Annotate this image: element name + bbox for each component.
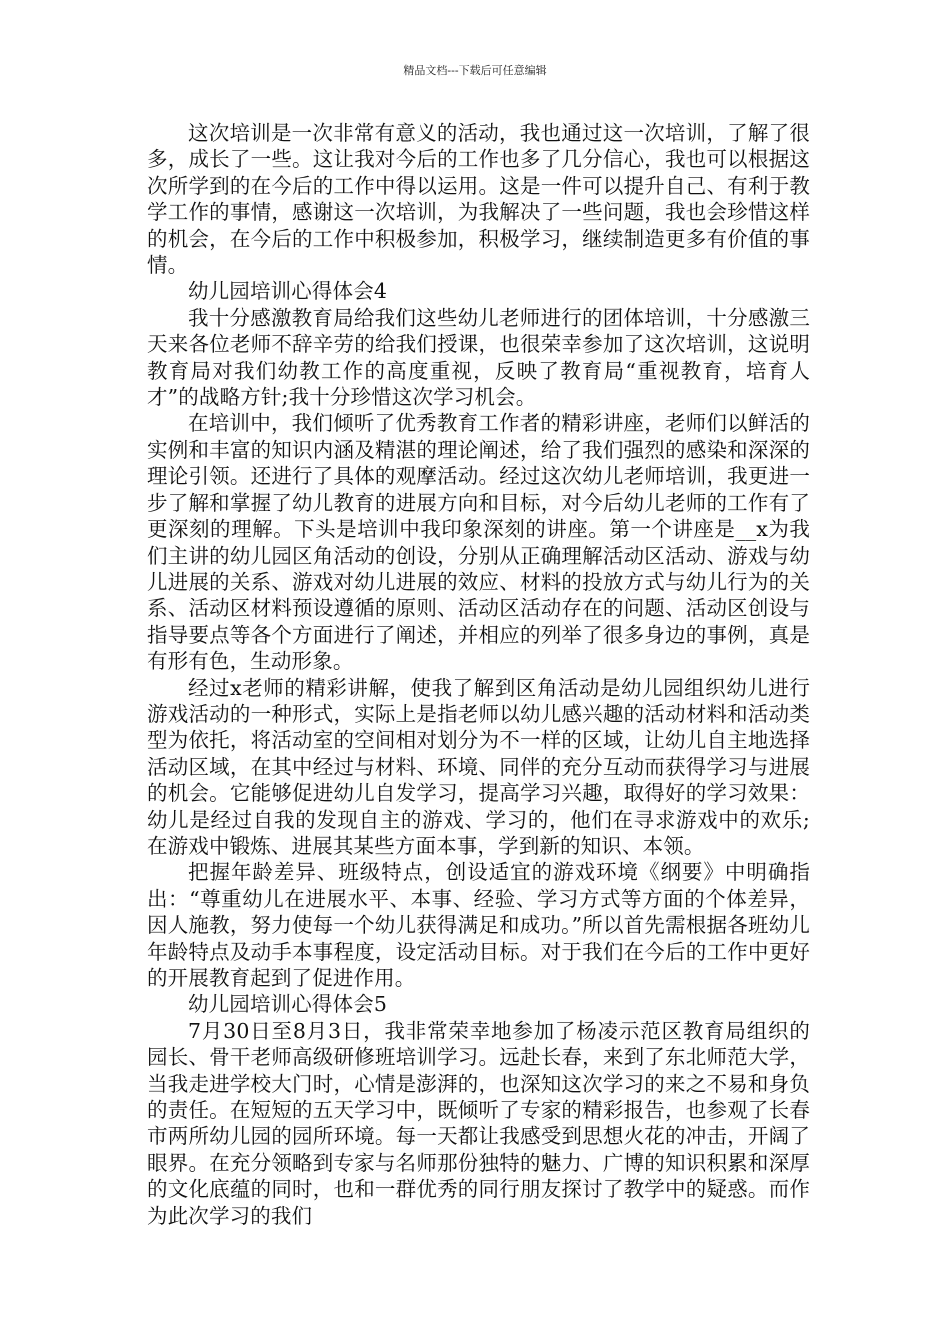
paragraph-training-reflection: 这次培训是一次非常有意义的活动，我也通过这一次培训，了解了很多，成长了一些。这让我对今后的工作也多了几分信心，我也可以根据这次所学到的在今后的工作中得以运用。这是一件可以提升自己、有利于教学工作的事情，感谢这一次培训，为我解决了一些问题，我也会珍惜这样的机会，在今后的工作中积极参加，积极学习，继续制造更多有价值的事情。 — [147, 121, 810, 278]
paragraph-lectures: 在培训中，我们倾听了优秀教育工作者的精彩讲座，老师们以鲜活的实例和丰富的知识内涵及精湛的理论阐述，给了我们强烈的感染和深深的理论引领。还进行了具体的观摩活动。经过这次幼儿老师培训，我更进一步了解和掌握了幼儿教育的进展方向和目标，对今后幼儿老师的工作有了更深刻的理解。下头是培训中我印象深刻的讲座。第一个讲座是__x为我们主讲的幼儿园区角活动的创设，分别从正确理解活动区活动、游戏与幼儿进展的关系、游戏对幼儿进展的效应、材料的投放方式与幼儿行为的关系、活动区材料预设遵循的原则、活动区活动存在的问题、活动区创设与指导要点等各个方面进行了阐述，并相应的列举了很多身边的事例，真是有形有色，生动形象。 — [147, 411, 810, 674]
paragraph-age-differences: 把握年龄差异、班级特点，创设适宜的游戏环境《纲要》中明确指出：“尊重幼儿在进展水平、本事、经验、学习方式等方面的个体差异，因人施教，努力使每一个幼儿获得满足和成功。”所以首先需根据各班幼儿年龄特点及动手本事程度，设定活动目标。对于我们在今后的工作中更好的开展教育起到了促进作用。 — [147, 860, 810, 990]
page-header: 精品文档---下载后可任意编辑 — [403, 64, 547, 77]
paragraph-corner-activities: 经过x老师的精彩讲解，使我了解到区角活动是幼儿园组织幼儿进行游戏活动的一种形式，实际上是指老师以幼儿感兴趣的活动材料和活动类型为依托，将活动室的空间相对划分为不一样的区域，让幼儿自主地选择活动区域，在其中经过与材料、环境、同伴的充分互动而获得学习与进展的机会。它能够促进幼儿自发学习，提高学习兴趣，取得好的学习效果：幼儿是经过自我的发现自主的游戏、学习的，他们在寻求游戏中的欢乐;在游戏中锻炼、进展其某些方面本事，学到新的知识、本领。 — [147, 675, 810, 858]
section-heading-4: 幼儿园培训心得体会4 — [188, 279, 388, 304]
paragraph-changchun-study: 7月30日至8月3日，我非常荣幸地参加了杨凌示范区教育局组织的园长、骨干老师高级研修班培训学习。远赴长春，来到了东北师范大学，当我走进学校大门时，心情是澎湃的，也深知这次学习的来之不易和身负的责任。在短短的五天学习中，既倾听了专家的精彩报告，也参观了长春市两所幼儿园的园所环境。每一天都让我感受到思想火花的冲击，开阔了眼界。在充分领略到专家与名师那份独特的魅力、广博的知识积累和深厚的文化底蕴的同时，也和一群优秀的同行朋友探讨了教学中的疑惑。而作为此次学习的我们 — [147, 1018, 810, 1228]
paragraph-gratitude: 我十分感激教育局给我们这些幼儿老师进行的团体培训，十分感激三天来各位老师不辞辛劳的给我们授课，也很荣幸参加了这次培训，这说明教育局对我们幼教工作的高度重视，反映了教育局“重视教育，培育人才”的战略方针;我十分珍惜这次学习机会。 — [147, 305, 810, 410]
document-body — [147, 120, 810, 1229]
section-heading-5: 幼儿园培训心得体会5 — [188, 992, 388, 1017]
